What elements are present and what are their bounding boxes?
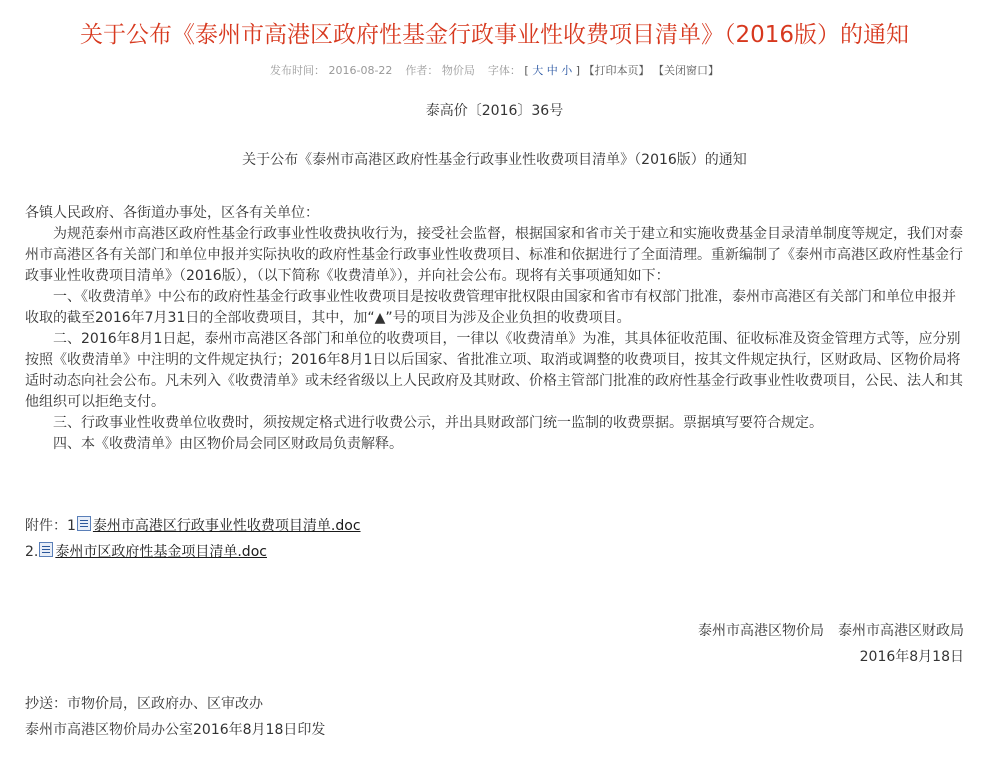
paragraph-item-3: 三、行政事业性收费单位收费时，须按规定格式进行收费公示，并出具财政部门统一监制的收费票据。票据填写要符合规定。 [53,415,823,431]
cc-block [25,691,325,743]
publish-date-label: 发布时间： [269,64,325,77]
print-note: 泰州市高港区物价局办公室2016年8月18日印发 [25,722,326,738]
print-page-link[interactable]: 【打印本页】 [583,64,650,77]
attachment-2-link[interactable]: 泰州市区政府性基金项目清单.doc [55,544,267,560]
document-number: 泰高价〔2016〕36号 [425,103,564,119]
document-title: 关于公布《泰州市高港区政府性基金行政事业性收费项目清单》（2016版）的通知 [242,152,747,168]
paragraph-item-4: 四、本《收费清单》由区物价局会同区财政局负责解释。 [53,436,403,452]
word-doc-icon [39,542,53,557]
author-label: 作者： [405,64,439,77]
salutation: 各镇人民政府、各街道办事处，区各有关单位： [25,205,319,221]
close-window-link[interactable]: 【关闭窗口】 [653,64,720,77]
paragraph-item-2: 二、2016年8月1日起，泰州市高港区各部门和单位的收费项目，一律以《收费清单》为准，其具体征收范围、征收标准及资金管理方式等，应分别按照《收费清单》中注明的文件规定执行；2016年8月1日以后国家、省批准立项、取消或调整的收费项目，按其文件规定执行，区财政局、区物价局将适时动态向社会公布。凡未列入《收费清单》或未经省级以上人民政府及其财政、价格主管部门批准的政府性基金行政事业性收费项目，公民、法人和其他组织可以拒绝支付。 [25,331,963,410]
font-size-large-link[interactable]: 大 [532,64,544,77]
font-size-small-link[interactable]: 小 [561,64,573,77]
article-body [25,203,965,455]
font-size-open-bracket: [ [524,64,529,77]
attachment-1-link[interactable]: 泰州市高港区行政事业性收费项目清单.doc [92,518,361,534]
cc-recipients: 抄送：市物价局，区政府办、区审改办 [25,696,263,712]
attachment-2-index: 2. [25,544,39,560]
attachment-2 [25,542,267,563]
font-size-medium-link[interactable]: 中 [546,64,558,77]
attachment-1 [25,516,361,537]
paragraph-intro: 为规范泰州市高港区政府性基金行政事业性收费执收行为，接受社会监督，根据国家和省市关于建立和实施收费基金目录清单制度等规定，我们对泰州市高港区各有关部门和单位申报并实际执收的政府性基金行政事业性收费项目、标准和依据进行了全面清理。重新编制了《泰州市高港区政府性基金行政事业性收费项目清单》（2016版），（以下简称《收费清单》），并向社会公布。现将有关事项通知如下： [25,226,963,284]
article-meta [0,63,989,79]
attachment-1-index: 1 [67,518,76,534]
font-size-label: 字体： [487,64,521,77]
font-size-close-bracket: ] [575,64,581,77]
signature-date: 2016年8月18日 [859,649,964,665]
attachments-label: 附件： [25,518,67,534]
publish-date: 2016-08-22 [328,64,393,77]
paragraph-item-1: 一、《收费清单》中公布的政府性基金行政事业性收费项目是按收费管理审批权限由国家和省市有权部门批准，泰州市高港区有关部门和单位申报并收取的截至2016年7月31日的全部收费项目，其中，加“▲”号的项目为涉及企业负担的收费项目。 [25,289,956,326]
issuing-authorities: 泰州市高港区物价局 泰州市高港区财政局 [698,623,964,639]
signature-block [698,618,964,670]
author: 物价局 [441,64,475,77]
word-doc-icon [77,516,91,531]
article-title: 关于公布《泰州市高港区政府性基金行政事业性收费项目清单》（2016版）的通知 [79,22,910,48]
